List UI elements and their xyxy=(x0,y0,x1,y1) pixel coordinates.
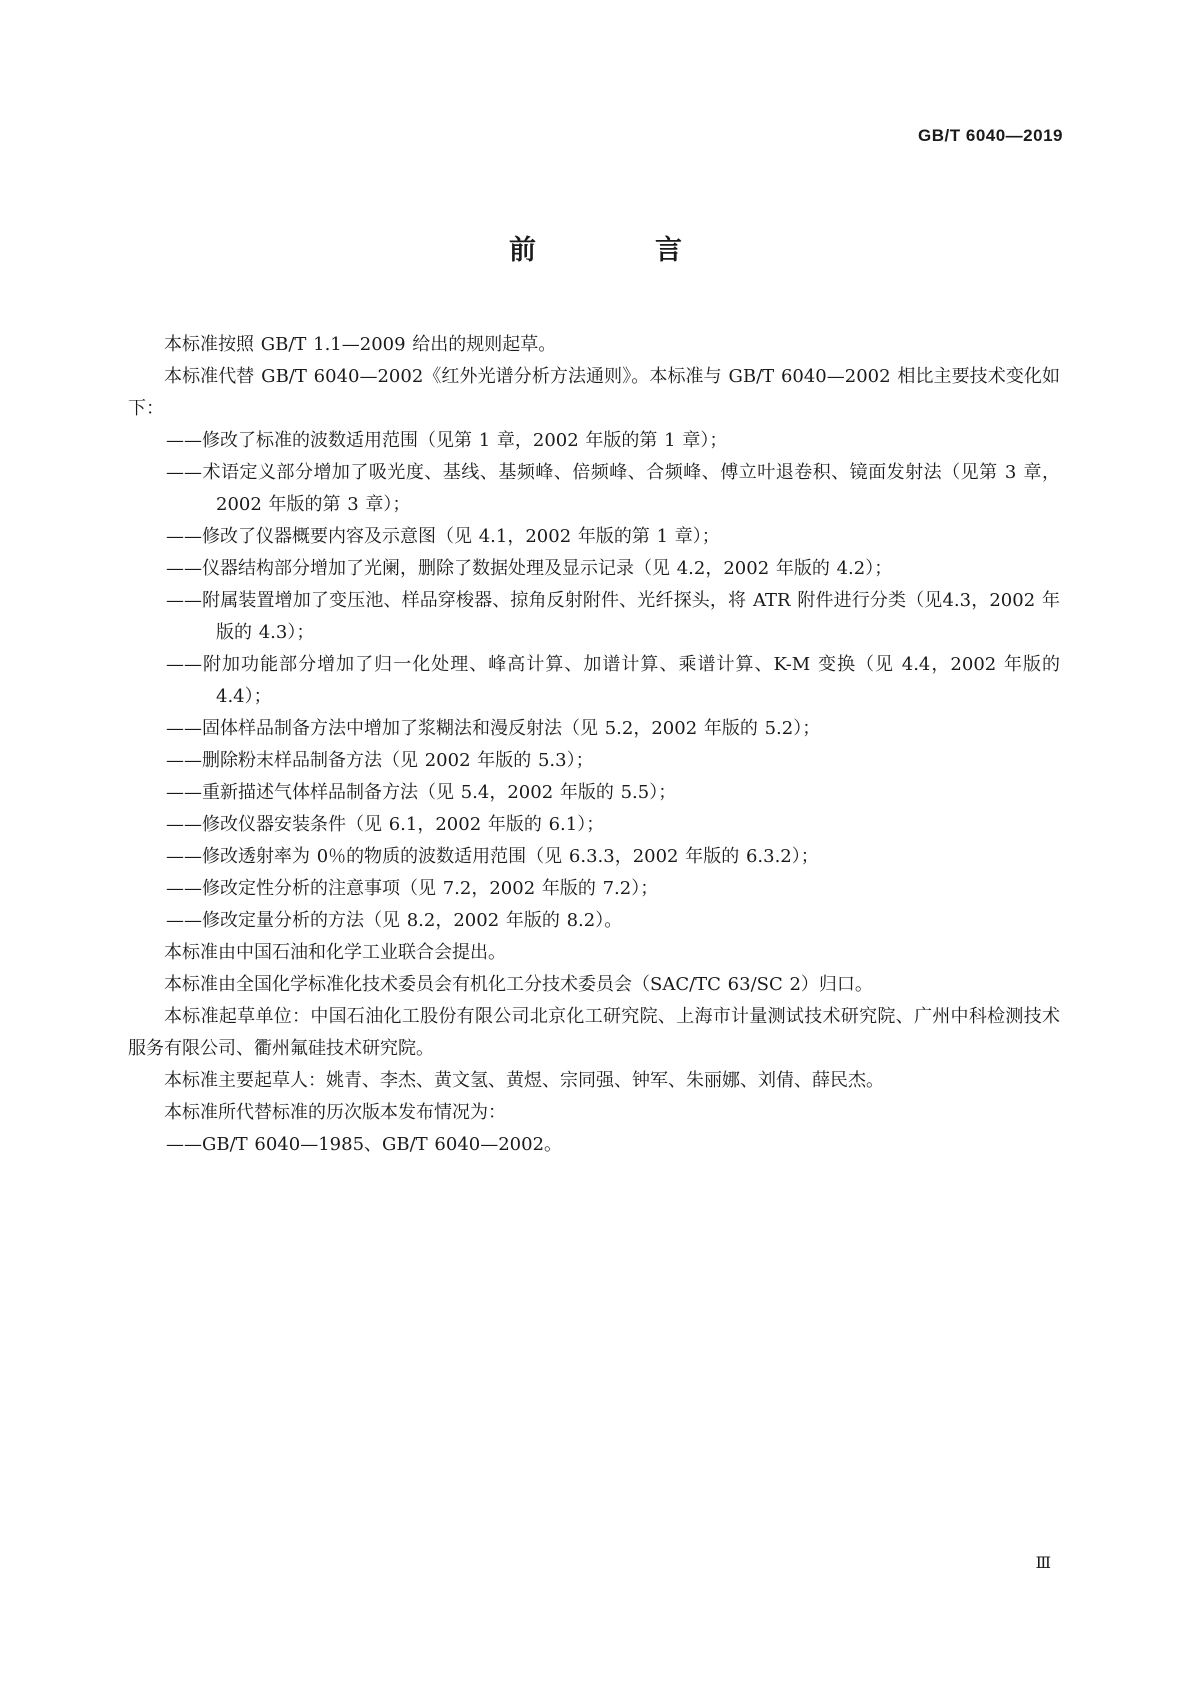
proposer-paragraph: 本标准由中国石油和化学工业联合会提出。 xyxy=(164,942,506,963)
drafting-units-paragraph: 本标准起草单位：中国石油化工股份有限公司北京化工研究院、上海市计量测试技术研究院、广州中科检测技术服务有限公司、衢州氟硅技术研究院。 xyxy=(128,1006,1060,1059)
change-item: ——重新描述气体样品制备方法（见 5.4，2002 年版的 5.5）； xyxy=(166,782,677,803)
history-list xyxy=(128,1129,1060,1161)
change-item: ——仪器结构部分增加了光阑，删除了数据处理及显示记录（见 4.2，2002 年版的 4.2）； xyxy=(166,558,893,579)
change-item: ——修改定性分析的注意事项（见 7.2，2002 年版的 7.2）； xyxy=(166,878,659,899)
changes-list xyxy=(128,425,1060,937)
change-item: ——修改透射率为 0％的物质的波数适用范围（见 6.3.3，2002 年版的 6.3.2）； xyxy=(166,846,819,867)
committee-paragraph: 本标准由全国化学标准化技术委员会有机化工分技术委员会（SAC/TC 63/SC 2）归口。 xyxy=(164,974,873,995)
page-title: 前 言 xyxy=(509,235,728,266)
change-item: ——术语定义部分增加了吸光度、基线、基频峰、倍频峰、合频峰、傅立叶退卷积、镜面发射法（见第 3 章，2002 年版的第 3 章）； xyxy=(166,462,1060,515)
change-item: ——附属装置增加了变压池、样品穿梭器、掠角反射附件、光纤探头，将 ATR 附件进行分类（见4.3，2002 年版的 4.3）； xyxy=(166,590,1060,643)
standard-code-header: GB/T 6040—2019 xyxy=(918,126,1063,145)
history-item: ——GB/T 6040—1985、GB/T 6040—2002。 xyxy=(166,1134,563,1155)
document-body xyxy=(128,329,1060,1161)
intro-paragraph-replacement: 本标准代替 GB/T 6040—2002《红外光谱分析方法通则》。本标准与 GB/T 6040—2002 相比主要技术变化如下： xyxy=(128,366,1060,419)
drafters-paragraph: 本标准主要起草人：姚青、李杰、黄文氢、黄煜、宗同强、钟军、朱丽娜、刘倩、薛民杰。 xyxy=(164,1070,884,1091)
page-number: Ⅲ xyxy=(1035,1553,1051,1572)
change-item: ——修改了标准的波数适用范围（见第 1 章，2002 年版的第 1 章）； xyxy=(166,430,728,451)
change-item: ——修改定量分析的方法（见 8.2，2002 年版的 8.2）。 xyxy=(166,910,623,931)
change-item: ——修改了仪器概要内容及示意图（见 4.1，2002 年版的第 1 章）； xyxy=(166,526,720,547)
history-intro-paragraph: 本标准所代替标准的历次版本发布情况为： xyxy=(164,1102,506,1123)
intro-paragraph-drafting-rules: 本标准按照 GB/T 1.1—2009 给出的规则起草。 xyxy=(164,334,557,355)
change-item: ——固体样品制备方法中增加了浆糊法和漫反射法（见 5.2，2002 年版的 5.2）； xyxy=(166,718,821,739)
change-item: ——删除粉末样品制备方法（见 2002 年版的 5.3）； xyxy=(166,750,594,771)
change-item: ——修改仪器安装条件（见 6.1，2002 年版的 6.1）； xyxy=(166,814,605,835)
change-item: ——附加功能部分增加了归一化处理、峰高计算、加谱计算、乘谱计算、K-M 变换（见 4.4，2002 年版的 4.4）； xyxy=(166,654,1060,707)
